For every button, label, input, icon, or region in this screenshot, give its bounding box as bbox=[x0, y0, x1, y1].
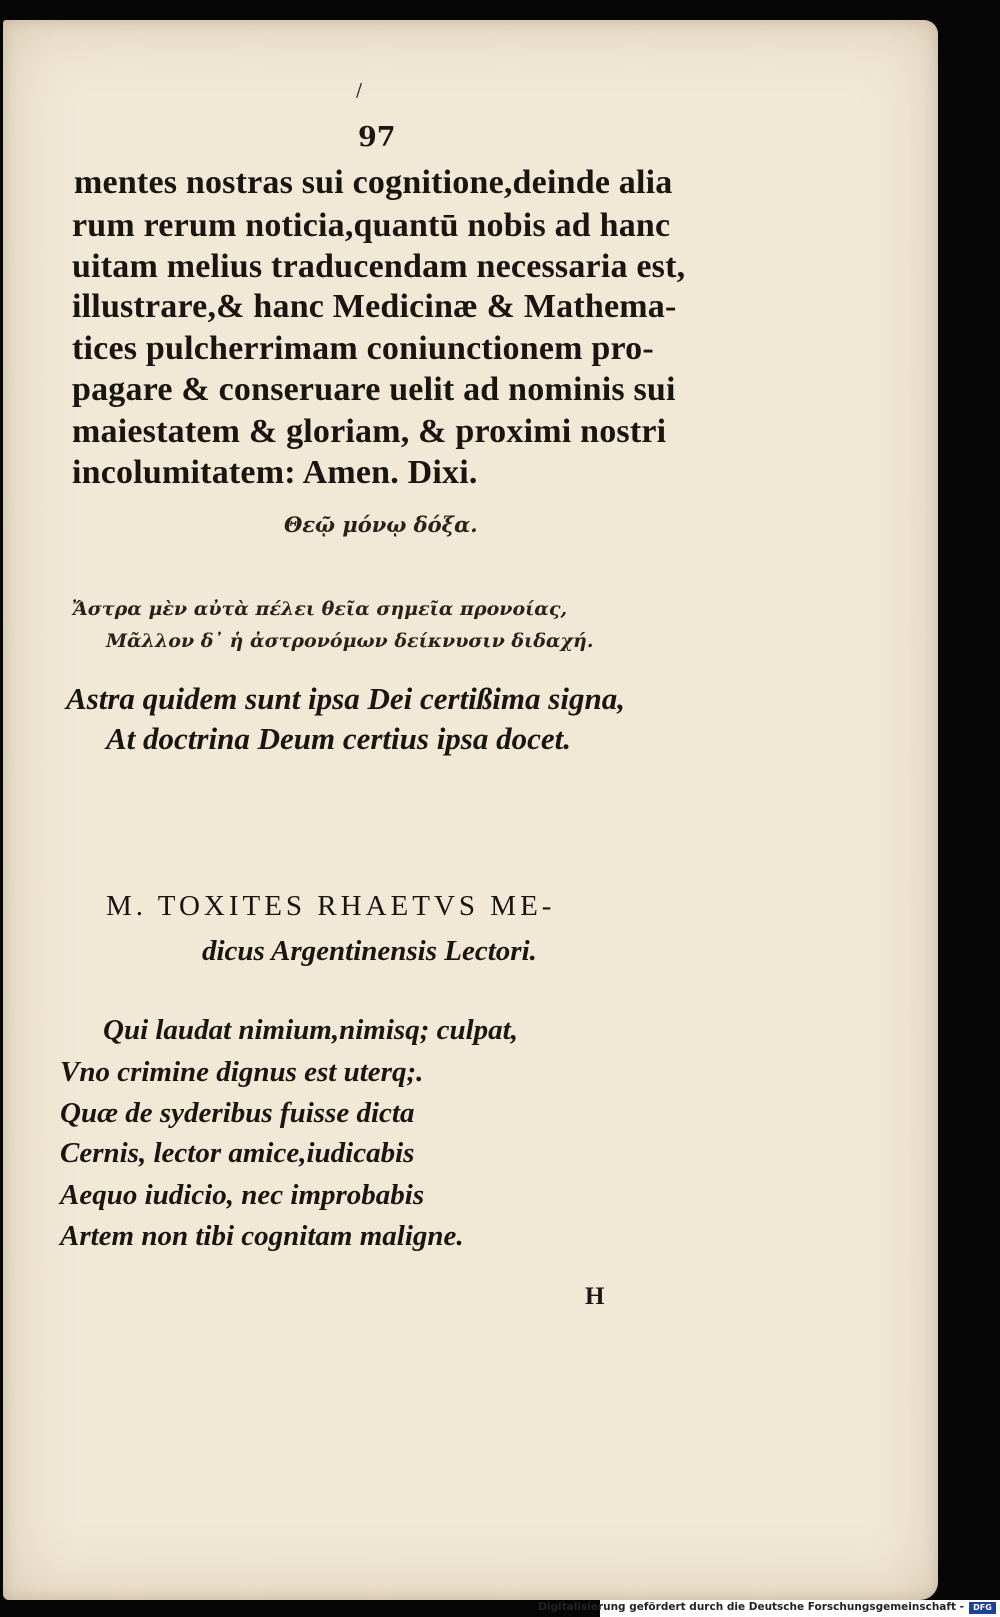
body-line: mentes nostras sui cognitione,deinde alia bbox=[74, 164, 673, 201]
poem-line: Artem non tibi cognitam maligne. bbox=[60, 1220, 464, 1252]
page-number: 97 bbox=[358, 122, 396, 153]
body-line: incolumitatem: Amen. Dixi. bbox=[72, 454, 478, 491]
doxology: Θεῷ μόνῳ δόξα. bbox=[284, 512, 478, 537]
dfg-logo-icon: DFG bbox=[969, 1602, 996, 1614]
digitization-credit: Digitalisierung gefördert durch die Deutsche Forschungsgemeinschaft - bbox=[538, 1601, 964, 1613]
body-line: illustrare,& hanc Medicinæ & Mathema- bbox=[72, 288, 677, 325]
latin-line: At doctrina Deum certius ipsa docet. bbox=[106, 721, 571, 756]
body-line: maiestatem & gloriam, & proximi nostri bbox=[72, 413, 667, 450]
greek-line: Ἄστρα μὲν αὐτὰ πέλει θεῖα σημεῖα προνοίας, bbox=[72, 598, 568, 620]
poem-line: Quæ de syderibus fuisse dicta bbox=[60, 1097, 415, 1129]
body-line: pagare & conseruare uelit ad nominis sui bbox=[72, 371, 676, 408]
section-subheading: dicus Argentinensis Lectori. bbox=[202, 935, 537, 967]
latin-line: Astra quidem sunt ipsa Dei certißima signa, bbox=[66, 681, 625, 716]
body-line: tices pulcherrimam coniunctionem pro- bbox=[72, 330, 654, 367]
section-heading: M. TOXITES RHAETVS ME- bbox=[106, 890, 556, 922]
poem-line: Cernis, lector amice,iudicabis bbox=[60, 1137, 415, 1169]
signature-mark: H bbox=[585, 1283, 605, 1310]
page-mark: / bbox=[356, 80, 363, 101]
poem-line: Aequo iudicio, nec improbabis bbox=[60, 1179, 425, 1211]
poem-line: Qui laudat nimium,nimisq; culpat, bbox=[103, 1014, 518, 1046]
poem-line: Vno crimine dignus est uterq;. bbox=[60, 1056, 424, 1088]
greek-line: Μᾶλλον δ᾽ ἡ ἀστρονόμων δείκνυσιν διδαχή. bbox=[106, 630, 594, 652]
body-line: uitam melius traducendam necessaria est, bbox=[72, 248, 686, 285]
body-line: rum rerum noticia,quantū nobis ad hanc bbox=[72, 207, 671, 244]
